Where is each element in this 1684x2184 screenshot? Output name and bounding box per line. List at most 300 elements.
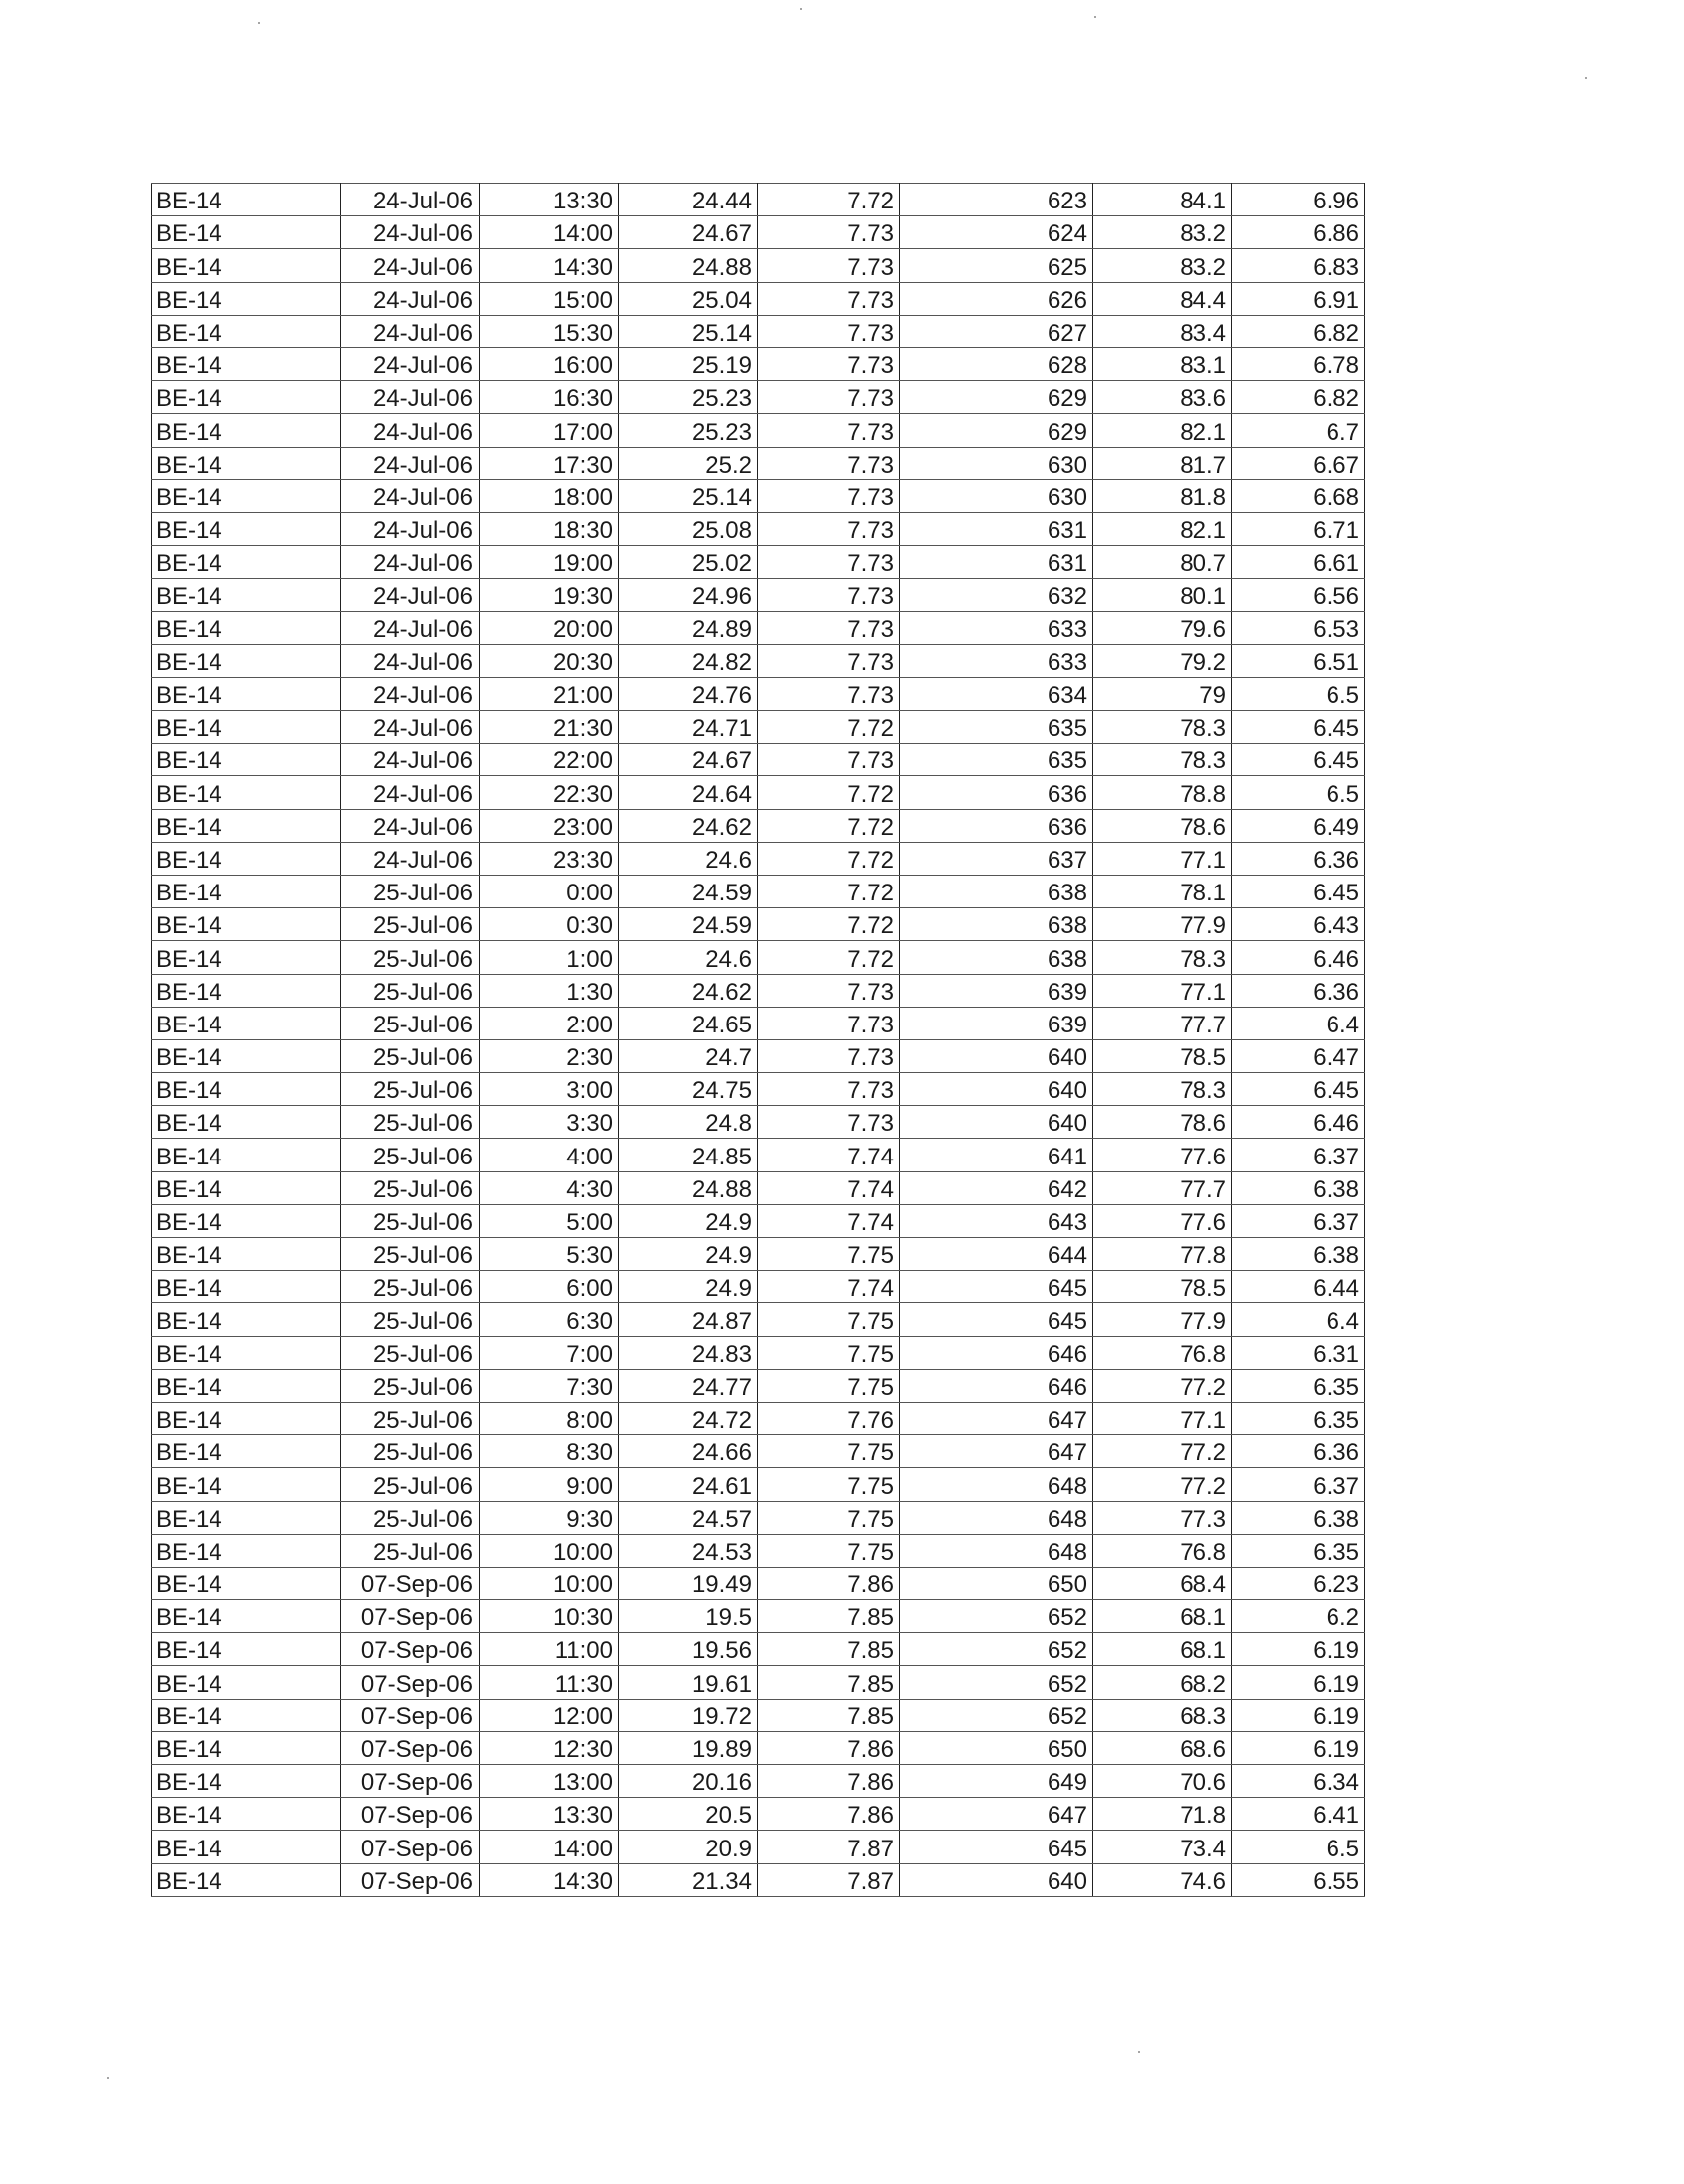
scan-speck	[258, 22, 260, 24]
scan-speck	[107, 2077, 109, 2079]
station-id-cell: BE-14	[152, 1139, 341, 1171]
temperature-cell: 21.34	[619, 1863, 758, 1896]
date-cell: 24-Jul-06	[341, 677, 480, 710]
temperature-cell: 24.65	[619, 1007, 758, 1039]
table-row	[152, 776, 1365, 809]
conductivity-cell: 650	[900, 1731, 1093, 1764]
time-cell: 14:00	[480, 216, 619, 249]
temperature-cell: 24.64	[619, 776, 758, 809]
temperature-cell: 24.61	[619, 1468, 758, 1501]
time-cell: 18:30	[480, 512, 619, 545]
do-saturation-cell: 76.8	[1093, 1336, 1232, 1369]
temperature-cell: 24.75	[619, 1073, 758, 1106]
do-concentration-cell: 6.19	[1232, 1731, 1365, 1764]
do-concentration-cell: 6.35	[1232, 1534, 1365, 1567]
date-cell: 07-Sep-06	[341, 1600, 480, 1633]
temperature-cell: 24.7	[619, 1039, 758, 1072]
table-row	[152, 1238, 1365, 1271]
date-cell: 24-Jul-06	[341, 315, 480, 347]
date-cell: 24-Jul-06	[341, 381, 480, 414]
time-cell: 20:30	[480, 644, 619, 677]
table-row	[152, 1435, 1365, 1468]
ph-cell: 7.86	[758, 1731, 900, 1764]
conductivity-cell: 624	[900, 216, 1093, 249]
station-id-cell: BE-14	[152, 512, 341, 545]
conductivity-cell: 647	[900, 1798, 1093, 1831]
ph-cell: 7.75	[758, 1369, 900, 1402]
ph-cell: 7.73	[758, 479, 900, 512]
conductivity-cell: 637	[900, 842, 1093, 875]
date-cell: 07-Sep-06	[341, 1731, 480, 1764]
do-saturation-cell: 78.6	[1093, 809, 1232, 842]
table-row	[152, 1468, 1365, 1501]
table-row	[152, 249, 1365, 282]
table-row	[152, 612, 1365, 644]
do-concentration-cell: 6.2	[1232, 1600, 1365, 1633]
do-saturation-cell: 83.2	[1093, 216, 1232, 249]
date-cell: 25-Jul-06	[341, 1402, 480, 1434]
conductivity-cell: 647	[900, 1402, 1093, 1434]
time-cell: 3:30	[480, 1106, 619, 1139]
temperature-cell: 19.5	[619, 1600, 758, 1633]
time-cell: 0:00	[480, 875, 619, 907]
station-id-cell: BE-14	[152, 1336, 341, 1369]
table-row	[152, 1567, 1365, 1599]
table-row	[152, 282, 1365, 315]
ph-cell: 7.73	[758, 282, 900, 315]
ph-cell: 7.73	[758, 744, 900, 776]
conductivity-cell: 640	[900, 1863, 1093, 1896]
date-cell: 25-Jul-06	[341, 1435, 480, 1468]
station-id-cell: BE-14	[152, 1468, 341, 1501]
temperature-cell: 24.71	[619, 711, 758, 744]
date-cell: 24-Jul-06	[341, 842, 480, 875]
station-id-cell: BE-14	[152, 1699, 341, 1731]
temperature-cell: 24.82	[619, 644, 758, 677]
table-row	[152, 184, 1365, 216]
date-cell: 24-Jul-06	[341, 282, 480, 315]
ph-cell: 7.72	[758, 184, 900, 216]
do-concentration-cell: 6.71	[1232, 512, 1365, 545]
temperature-cell: 24.88	[619, 1171, 758, 1204]
station-id-cell: BE-14	[152, 315, 341, 347]
ph-cell: 7.72	[758, 908, 900, 941]
table-row	[152, 1402, 1365, 1434]
station-id-cell: BE-14	[152, 479, 341, 512]
time-cell: 2:30	[480, 1039, 619, 1072]
time-cell: 9:30	[480, 1501, 619, 1534]
conductivity-cell: 640	[900, 1039, 1093, 1072]
do-concentration-cell: 6.35	[1232, 1402, 1365, 1434]
table-row	[152, 447, 1365, 479]
do-concentration-cell: 6.34	[1232, 1765, 1365, 1798]
do-concentration-cell: 6.53	[1232, 612, 1365, 644]
time-cell: 23:30	[480, 842, 619, 875]
do-concentration-cell: 6.38	[1232, 1238, 1365, 1271]
conductivity-cell: 648	[900, 1534, 1093, 1567]
table-row	[152, 644, 1365, 677]
do-saturation-cell: 77.1	[1093, 974, 1232, 1007]
do-saturation-cell: 81.8	[1093, 479, 1232, 512]
ph-cell: 7.73	[758, 546, 900, 579]
station-id-cell: BE-14	[152, 1863, 341, 1896]
table-row	[152, 1073, 1365, 1106]
do-concentration-cell: 6.49	[1232, 809, 1365, 842]
table-row	[152, 1831, 1365, 1863]
table-row	[152, 941, 1365, 974]
date-cell: 25-Jul-06	[341, 1501, 480, 1534]
do-concentration-cell: 6.38	[1232, 1501, 1365, 1534]
time-cell: 9:00	[480, 1468, 619, 1501]
conductivity-cell: 644	[900, 1238, 1093, 1271]
date-cell: 25-Jul-06	[341, 1534, 480, 1567]
table-row	[152, 1863, 1365, 1896]
station-id-cell: BE-14	[152, 1369, 341, 1402]
do-concentration-cell: 6.91	[1232, 282, 1365, 315]
ph-cell: 7.72	[758, 809, 900, 842]
date-cell: 25-Jul-06	[341, 941, 480, 974]
conductivity-cell: 625	[900, 249, 1093, 282]
do-concentration-cell: 6.45	[1232, 875, 1365, 907]
do-saturation-cell: 83.4	[1093, 315, 1232, 347]
date-cell: 07-Sep-06	[341, 1666, 480, 1699]
time-cell: 7:30	[480, 1369, 619, 1402]
temperature-cell: 24.88	[619, 249, 758, 282]
temperature-cell: 25.04	[619, 282, 758, 315]
temperature-cell: 24.62	[619, 809, 758, 842]
time-cell: 14:30	[480, 249, 619, 282]
date-cell: 25-Jul-06	[341, 974, 480, 1007]
conductivity-cell: 646	[900, 1336, 1093, 1369]
temperature-cell: 24.6	[619, 941, 758, 974]
table-row	[152, 1171, 1365, 1204]
date-cell: 24-Jul-06	[341, 184, 480, 216]
station-id-cell: BE-14	[152, 1731, 341, 1764]
ph-cell: 7.87	[758, 1863, 900, 1896]
ph-cell: 7.75	[758, 1238, 900, 1271]
ph-cell: 7.73	[758, 644, 900, 677]
station-id-cell: BE-14	[152, 1039, 341, 1072]
temperature-cell: 24.6	[619, 842, 758, 875]
do-saturation-cell: 83.2	[1093, 249, 1232, 282]
ph-cell: 7.72	[758, 941, 900, 974]
station-id-cell: BE-14	[152, 447, 341, 479]
temperature-cell: 24.9	[619, 1238, 758, 1271]
date-cell: 24-Jul-06	[341, 216, 480, 249]
do-saturation-cell: 79.2	[1093, 644, 1232, 677]
time-cell: 15:00	[480, 282, 619, 315]
date-cell: 24-Jul-06	[341, 447, 480, 479]
do-concentration-cell: 6.19	[1232, 1633, 1365, 1666]
ph-cell: 7.72	[758, 842, 900, 875]
station-id-cell: BE-14	[152, 1073, 341, 1106]
do-concentration-cell: 6.5	[1232, 776, 1365, 809]
table-row	[152, 1204, 1365, 1237]
temperature-cell: 24.8	[619, 1106, 758, 1139]
date-cell: 07-Sep-06	[341, 1567, 480, 1599]
date-cell: 24-Jul-06	[341, 711, 480, 744]
conductivity-cell: 647	[900, 1435, 1093, 1468]
conductivity-cell: 631	[900, 512, 1093, 545]
do-concentration-cell: 6.51	[1232, 644, 1365, 677]
table-row	[152, 711, 1365, 744]
conductivity-cell: 628	[900, 347, 1093, 380]
do-concentration-cell: 6.36	[1232, 1435, 1365, 1468]
date-cell: 25-Jul-06	[341, 1139, 480, 1171]
do-saturation-cell: 68.6	[1093, 1731, 1232, 1764]
time-cell: 23:00	[480, 809, 619, 842]
station-id-cell: BE-14	[152, 1303, 341, 1336]
conductivity-cell: 640	[900, 1106, 1093, 1139]
ph-cell: 7.86	[758, 1567, 900, 1599]
date-cell: 24-Jul-06	[341, 347, 480, 380]
time-cell: 11:30	[480, 1666, 619, 1699]
time-cell: 4:30	[480, 1171, 619, 1204]
table-body	[152, 184, 1365, 1897]
do-saturation-cell: 82.1	[1093, 512, 1232, 545]
time-cell: 1:00	[480, 941, 619, 974]
do-saturation-cell: 78.5	[1093, 1039, 1232, 1072]
table-row	[152, 315, 1365, 347]
time-cell: 6:30	[480, 1303, 619, 1336]
do-saturation-cell: 78.3	[1093, 1073, 1232, 1106]
date-cell: 25-Jul-06	[341, 908, 480, 941]
conductivity-cell: 645	[900, 1271, 1093, 1303]
do-saturation-cell: 68.4	[1093, 1567, 1232, 1599]
do-concentration-cell: 6.45	[1232, 744, 1365, 776]
do-concentration-cell: 6.4	[1232, 1303, 1365, 1336]
table-row	[152, 1765, 1365, 1798]
date-cell: 25-Jul-06	[341, 1007, 480, 1039]
station-id-cell: BE-14	[152, 1106, 341, 1139]
ph-cell: 7.73	[758, 315, 900, 347]
do-concentration-cell: 6.36	[1232, 842, 1365, 875]
table-row	[152, 479, 1365, 512]
ph-cell: 7.87	[758, 1831, 900, 1863]
temperature-cell: 20.5	[619, 1798, 758, 1831]
time-cell: 16:30	[480, 381, 619, 414]
do-concentration-cell: 6.78	[1232, 347, 1365, 380]
do-saturation-cell: 77.2	[1093, 1468, 1232, 1501]
temperature-cell: 24.44	[619, 184, 758, 216]
time-cell: 18:00	[480, 479, 619, 512]
temperature-cell: 19.72	[619, 1699, 758, 1731]
do-concentration-cell: 6.46	[1232, 1106, 1365, 1139]
time-cell: 16:00	[480, 347, 619, 380]
ph-cell: 7.73	[758, 579, 900, 612]
ph-cell: 7.73	[758, 512, 900, 545]
conductivity-cell: 633	[900, 644, 1093, 677]
conductivity-cell: 635	[900, 744, 1093, 776]
ph-cell: 7.75	[758, 1468, 900, 1501]
table-row	[152, 1271, 1365, 1303]
station-id-cell: BE-14	[152, 1501, 341, 1534]
conductivity-cell: 649	[900, 1765, 1093, 1798]
time-cell: 17:30	[480, 447, 619, 479]
temperature-cell: 24.67	[619, 216, 758, 249]
date-cell: 25-Jul-06	[341, 1303, 480, 1336]
do-saturation-cell: 78.1	[1093, 875, 1232, 907]
temperature-cell: 25.08	[619, 512, 758, 545]
date-cell: 24-Jul-06	[341, 546, 480, 579]
conductivity-cell: 642	[900, 1171, 1093, 1204]
do-saturation-cell: 83.6	[1093, 381, 1232, 414]
time-cell: 19:00	[480, 546, 619, 579]
station-id-cell: BE-14	[152, 1204, 341, 1237]
ph-cell: 7.85	[758, 1633, 900, 1666]
time-cell: 4:00	[480, 1139, 619, 1171]
table-row	[152, 1039, 1365, 1072]
do-concentration-cell: 6.36	[1232, 974, 1365, 1007]
conductivity-cell: 623	[900, 184, 1093, 216]
do-concentration-cell: 6.35	[1232, 1369, 1365, 1402]
do-concentration-cell: 6.45	[1232, 1073, 1365, 1106]
ph-cell: 7.73	[758, 216, 900, 249]
do-saturation-cell: 79	[1093, 677, 1232, 710]
do-concentration-cell: 6.4	[1232, 1007, 1365, 1039]
time-cell: 1:30	[480, 974, 619, 1007]
station-id-cell: BE-14	[152, 1567, 341, 1599]
station-id-cell: BE-14	[152, 414, 341, 447]
temperature-cell: 24.57	[619, 1501, 758, 1534]
station-id-cell: BE-14	[152, 546, 341, 579]
temperature-cell: 24.72	[619, 1402, 758, 1434]
conductivity-cell: 652	[900, 1699, 1093, 1731]
date-cell: 24-Jul-06	[341, 249, 480, 282]
conductivity-cell: 643	[900, 1204, 1093, 1237]
conductivity-cell: 631	[900, 546, 1093, 579]
do-saturation-cell: 79.6	[1093, 612, 1232, 644]
conductivity-cell: 652	[900, 1666, 1093, 1699]
conductivity-cell: 629	[900, 381, 1093, 414]
do-saturation-cell: 68.3	[1093, 1699, 1232, 1731]
date-cell: 25-Jul-06	[341, 1073, 480, 1106]
conductivity-cell: 632	[900, 579, 1093, 612]
date-cell: 24-Jul-06	[341, 512, 480, 545]
ph-cell: 7.76	[758, 1402, 900, 1434]
do-concentration-cell: 6.37	[1232, 1204, 1365, 1237]
time-cell: 2:00	[480, 1007, 619, 1039]
do-saturation-cell: 78.6	[1093, 1106, 1232, 1139]
temperature-cell: 25.02	[619, 546, 758, 579]
date-cell: 07-Sep-06	[341, 1798, 480, 1831]
do-saturation-cell: 71.8	[1093, 1798, 1232, 1831]
temperature-cell: 20.9	[619, 1831, 758, 1863]
do-saturation-cell: 77.8	[1093, 1238, 1232, 1271]
do-concentration-cell: 6.37	[1232, 1468, 1365, 1501]
time-cell: 12:00	[480, 1699, 619, 1731]
do-saturation-cell: 77.3	[1093, 1501, 1232, 1534]
station-id-cell: BE-14	[152, 1435, 341, 1468]
conductivity-cell: 638	[900, 941, 1093, 974]
ph-cell: 7.73	[758, 414, 900, 447]
conductivity-cell: 636	[900, 776, 1093, 809]
do-saturation-cell: 77.6	[1093, 1204, 1232, 1237]
time-cell: 8:00	[480, 1402, 619, 1434]
do-saturation-cell: 77.9	[1093, 1303, 1232, 1336]
do-concentration-cell: 6.38	[1232, 1171, 1365, 1204]
ph-cell: 7.74	[758, 1271, 900, 1303]
ph-cell: 7.74	[758, 1171, 900, 1204]
ph-cell: 7.86	[758, 1798, 900, 1831]
temperature-cell: 19.61	[619, 1666, 758, 1699]
ph-cell: 7.85	[758, 1600, 900, 1633]
do-saturation-cell: 68.1	[1093, 1633, 1232, 1666]
date-cell: 25-Jul-06	[341, 1171, 480, 1204]
station-id-cell: BE-14	[152, 809, 341, 842]
station-id-cell: BE-14	[152, 1171, 341, 1204]
station-id-cell: BE-14	[152, 1271, 341, 1303]
conductivity-cell: 641	[900, 1139, 1093, 1171]
ph-cell: 7.74	[758, 1204, 900, 1237]
time-cell: 12:30	[480, 1731, 619, 1764]
time-cell: 3:00	[480, 1073, 619, 1106]
date-cell: 25-Jul-06	[341, 875, 480, 907]
station-id-cell: BE-14	[152, 1402, 341, 1434]
do-saturation-cell: 77.7	[1093, 1007, 1232, 1039]
temperature-cell: 25.19	[619, 347, 758, 380]
conductivity-cell: 633	[900, 612, 1093, 644]
conductivity-cell: 634	[900, 677, 1093, 710]
conductivity-cell: 638	[900, 908, 1093, 941]
do-saturation-cell: 82.1	[1093, 414, 1232, 447]
station-id-cell: BE-14	[152, 216, 341, 249]
temperature-cell: 24.83	[619, 1336, 758, 1369]
ph-cell: 7.73	[758, 974, 900, 1007]
date-cell: 25-Jul-06	[341, 1271, 480, 1303]
station-id-cell: BE-14	[152, 677, 341, 710]
ph-cell: 7.73	[758, 1073, 900, 1106]
temperature-cell: 24.77	[619, 1369, 758, 1402]
do-concentration-cell: 6.45	[1232, 711, 1365, 744]
do-saturation-cell: 84.4	[1093, 282, 1232, 315]
temperature-cell: 24.53	[619, 1534, 758, 1567]
table-row	[152, 1336, 1365, 1369]
do-saturation-cell: 78.3	[1093, 711, 1232, 744]
table-row	[152, 1699, 1365, 1731]
table-row	[152, 579, 1365, 612]
conductivity-cell: 635	[900, 711, 1093, 744]
station-id-cell: BE-14	[152, 1238, 341, 1271]
table-row	[152, 1007, 1365, 1039]
table-row	[152, 1106, 1365, 1139]
date-cell: 24-Jul-06	[341, 612, 480, 644]
ph-cell: 7.73	[758, 612, 900, 644]
do-concentration-cell: 6.67	[1232, 447, 1365, 479]
conductivity-cell: 627	[900, 315, 1093, 347]
table-row	[152, 1633, 1365, 1666]
station-id-cell: BE-14	[152, 842, 341, 875]
table-row	[152, 414, 1365, 447]
time-cell: 5:30	[480, 1238, 619, 1271]
ph-cell: 7.73	[758, 381, 900, 414]
conductivity-cell: 640	[900, 1073, 1093, 1106]
measurement-table	[151, 183, 1365, 1897]
station-id-cell: BE-14	[152, 579, 341, 612]
do-concentration-cell: 6.23	[1232, 1567, 1365, 1599]
do-saturation-cell: 77.6	[1093, 1139, 1232, 1171]
temperature-cell: 24.59	[619, 875, 758, 907]
do-saturation-cell: 84.1	[1093, 184, 1232, 216]
time-cell: 15:30	[480, 315, 619, 347]
ph-cell: 7.75	[758, 1435, 900, 1468]
date-cell: 24-Jul-06	[341, 414, 480, 447]
temperature-cell: 24.9	[619, 1271, 758, 1303]
time-cell: 21:00	[480, 677, 619, 710]
conductivity-cell: 648	[900, 1501, 1093, 1534]
time-cell: 10:00	[480, 1534, 619, 1567]
date-cell: 24-Jul-06	[341, 776, 480, 809]
